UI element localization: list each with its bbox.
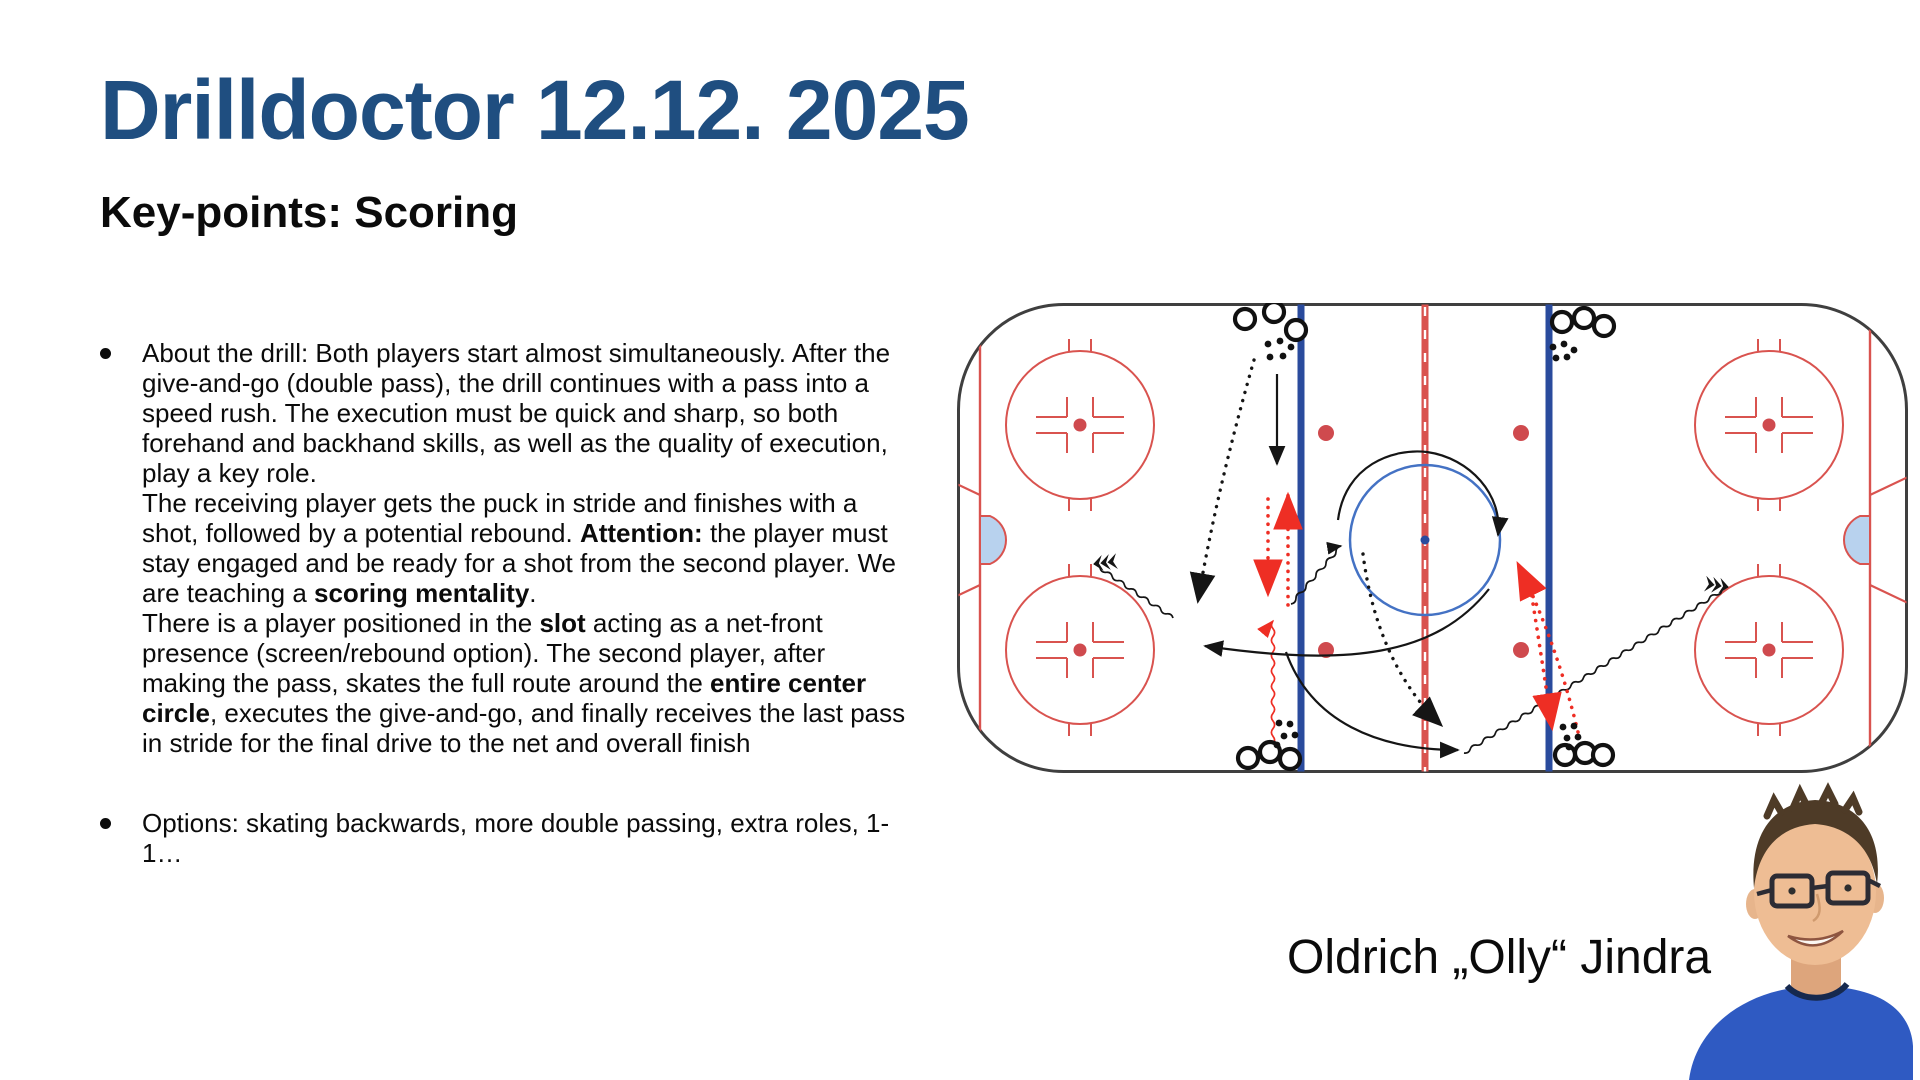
puck-dot xyxy=(1277,338,1284,345)
puck-dot xyxy=(1288,344,1295,351)
coach-photo xyxy=(1675,780,1920,1080)
puck-ring xyxy=(1574,308,1594,328)
bullet-icon xyxy=(100,818,111,829)
puck-ring xyxy=(1280,749,1300,769)
puck-dot xyxy=(1566,744,1573,751)
puck-dot xyxy=(1561,341,1568,348)
key-points-list xyxy=(100,338,910,868)
puck-dot xyxy=(1267,354,1274,361)
puck-ring xyxy=(1235,309,1255,329)
puck-dot xyxy=(1280,353,1287,360)
key-point-text: About the drill: Both players start almost simultaneously. After the give-and-go (double pass), the drill continues with a pass into a speed rush. The execution must be quick and sharp, so both forehand and backhand skills, as well as the quality of execution, play a key role. The receiving player gets the puck in stride and finishes with a shot, followed by a potential rebound. Attention: the player must stay engaged and be ready for a shot from the second player. We are teaching a scoring mentality. There is a player positioned in the slot acting as a net-front presence (screen/rebound option). The second player, after making the pass, skates the full route around the entire center circle, executes the give-and-go, and finally receives the last pass in stride for the final drive to the net and overall finish xyxy=(142,338,906,758)
key-point-item xyxy=(100,338,910,758)
key-point-item xyxy=(100,808,910,868)
key-point-text: Options: skating backwards, more double passing, extra roles, 1-1… xyxy=(142,808,890,868)
puck-dot xyxy=(1571,723,1578,730)
center-faceoff-dot xyxy=(1421,536,1430,545)
slide-title: Drilldoctor 12.12. 2025 xyxy=(100,63,969,157)
puck-ring xyxy=(1264,303,1284,322)
eye-right xyxy=(1844,884,1851,891)
puck-ring xyxy=(1238,748,1258,768)
rink-boards xyxy=(959,305,1907,772)
puck-dot xyxy=(1274,742,1281,749)
slide-subtitle: Key-points: Scoring xyxy=(100,188,519,237)
puck-dot xyxy=(1287,721,1294,728)
puck-dot xyxy=(1575,734,1582,741)
hockey-rink-diagram xyxy=(957,303,1908,773)
puck-ring xyxy=(1593,745,1613,765)
puck-dot xyxy=(1550,344,1557,351)
puck-dot xyxy=(1553,355,1560,362)
eye-left xyxy=(1788,887,1795,894)
puck-ring xyxy=(1286,320,1306,340)
coach-avatar xyxy=(1689,790,1913,1080)
shirt xyxy=(1689,988,1913,1080)
glasses-bridge xyxy=(1812,886,1828,888)
puck-dot xyxy=(1276,720,1283,727)
puck-dot xyxy=(1564,735,1571,742)
puck-ring xyxy=(1552,312,1572,332)
puck-dot xyxy=(1571,347,1578,354)
puck-dot xyxy=(1560,724,1567,731)
coach-name: Oldrich „Olly“ Jindra xyxy=(1287,931,1712,984)
puck-dot xyxy=(1564,354,1571,361)
puck-dot xyxy=(1265,341,1272,348)
bullet-icon xyxy=(100,348,111,359)
puck-dot xyxy=(1292,732,1299,739)
puck-ring xyxy=(1594,316,1614,336)
puck-dot xyxy=(1281,733,1288,740)
